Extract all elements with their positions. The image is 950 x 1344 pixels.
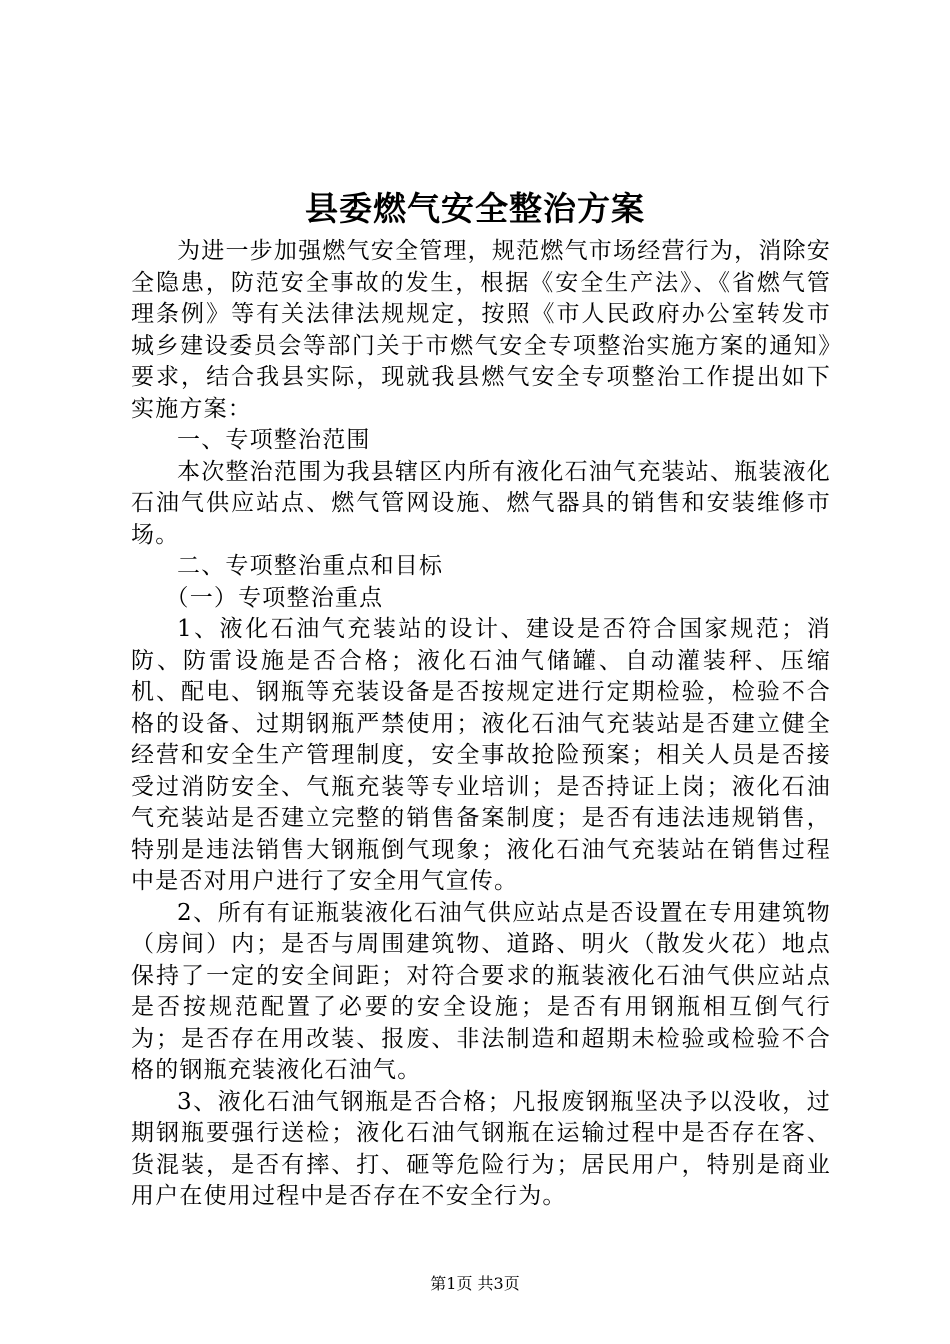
document-body: [131, 236, 831, 1213]
focus-item-2: 2、所有有证瓶装液化石油气供应站点是否设置在专用建筑物（房间）内；是否与周围建筑物、道路、明火（散发火花）地点保持了一定的安全间距；对符合要求的瓶装液化石油气供应站点是否按规范配置了必要的安全设施；是否有用钢瓶相互倒气行为；是否存在用改装、报废、非法制造和超期未检验或检验不合格的钢瓶充装液化石油气。: [131, 899, 831, 1083]
document-title: 县委燃气安全整治方案: [305, 189, 645, 228]
intro-paragraph: 为进一步加强燃气安全管理，规范燃气市场经营行为，消除安全隐患，防范安全事故的发生，根据《安全生产法》、《省燃气管理条例》等有关法律法规规定，按照《市人民政府办公室转发市城乡建设委员会等部门关于市燃气安全专项整治实施方案的通知》要求，结合我县实际，现就我县燃气安全专项整治工作提出如下实施方案：: [131, 238, 831, 422]
section-heading-scope: 一、专项整治范围: [177, 427, 371, 453]
subsection-heading-focus: （一）专项整治重点: [165, 584, 384, 611]
focus-item-1: 1、液化石油气充装站的设计、建设是否符合国家规范；消防、防雷设施是否合格；液化石油气储罐、自动灌装秤、压缩机、配电、钢瓶等充装设备是否按规定进行定期检验，检验不合格的设备、过期钢瓶严禁使用；液化石油气充装站是否建立健全经营和安全生产管理制度，安全事故抢险预案；相关人员是否接受过消防安全、气瓶充装等专业培训；是否持证上岗；液化石油气充装站是否建立完整的销售备案制度；是否有违法违规销售，特别是违法销售大钢瓶倒气现象；液化石油气充装站在销售过程中是否对用户进行了安全用气宣传。: [131, 616, 831, 894]
scope-paragraph: 本次整治范围为我县辖区内所有液化石油气充装站、瓶装液化石油气供应站点、燃气管网设施、燃气器具的销售和安装维修市场。: [131, 458, 831, 548]
page-footer: 第1页 共3页: [430, 1274, 520, 1293]
focus-item-3: 3、液化石油气钢瓶是否合格；凡报废钢瓶坚决予以没收，过期钢瓶要强行送检；液化石油气钢瓶在运输过程中是否存在客、货混装，是否有摔、打、砸等危险行为；居民用户，特别是商业用户在使用过程中是否存在不安全行为。: [131, 1088, 831, 1209]
section-heading-focus-goals: 二、专项整治重点和目标: [177, 553, 444, 579]
